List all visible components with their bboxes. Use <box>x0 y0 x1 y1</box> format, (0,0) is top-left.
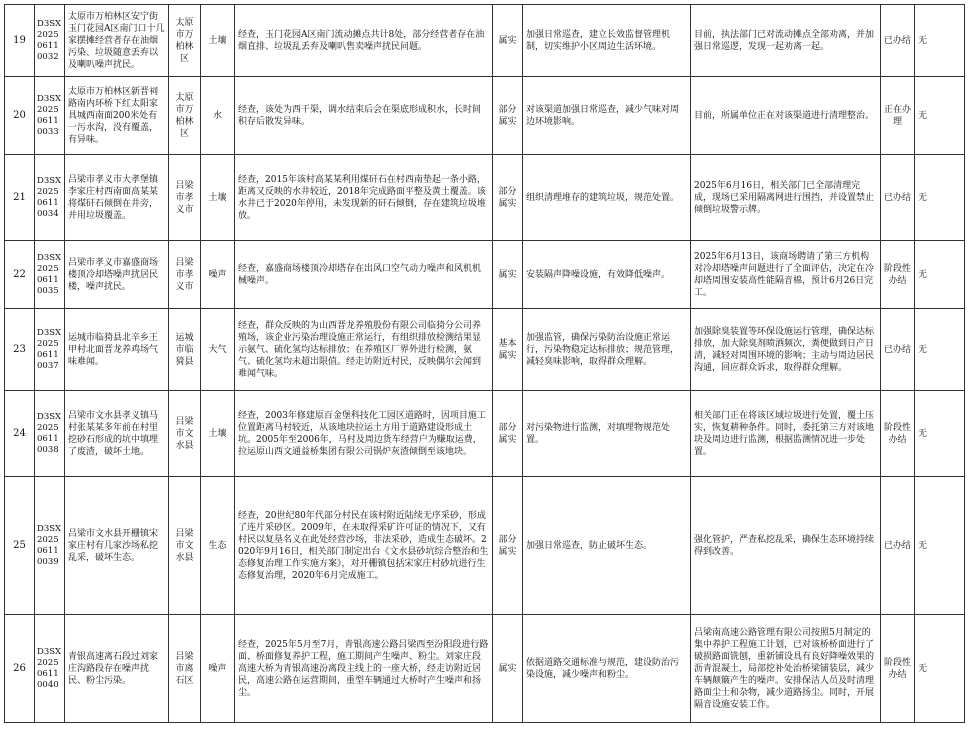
complaint-content-cell: 吕梁市文水县孝义镇马村张某某多年前在村里挖砂石形成的坑中填埋了废渣，破坏土地。 <box>65 391 169 477</box>
pollution-type-cell: 大气 <box>201 309 235 391</box>
handling-progress-cell: 相关部门正在将该区域垃圾进行处置，覆土压实，恢复耕种条件。同时，委托第三方对该地块及周边进行监测，根据监测情况进一步处置。 <box>691 391 881 477</box>
complaint-content-cell: 运城市临猗县北辛乡王甲村北面晋龙养鸡场气味难闻。 <box>65 309 169 391</box>
table-row <box>5 615 965 723</box>
pollution-type-cell: 土壤 <box>201 5 235 77</box>
complaint-content-cell: 青银高速离石段过刘家庄沟路段存在噪声扰民、粉尘污染。 <box>65 615 169 723</box>
handling-status-cell: 阶段性办结 <box>881 391 915 477</box>
handling-progress-cell: 强化管护，严查私挖乱采，确保生态环境持续得到改善。 <box>691 477 881 615</box>
row-number-cell: 22 <box>5 241 35 309</box>
handling-measures-cell: 对污染物进行监测，对填埋物规范处置。 <box>523 391 691 477</box>
table-row <box>5 155 965 241</box>
handling-measures-cell: 安装隔声降噪设施，有效降低噪声。 <box>523 241 691 309</box>
pollution-type-cell: 土壤 <box>201 391 235 477</box>
verification-result-cell: 部分属实 <box>493 77 523 155</box>
verification-result-cell: 属实 <box>493 5 523 77</box>
row-number-cell: 20 <box>5 77 35 155</box>
complaint-table <box>4 4 965 723</box>
administrative-area-cell: 吕梁市离石区 <box>169 615 201 723</box>
table-row <box>5 477 965 615</box>
row-number-cell: 24 <box>5 391 35 477</box>
handling-progress-cell: 目前，执法部门已对流动摊点全部劝离，并加强日常巡逻，发现一起劝离一起。 <box>691 5 881 77</box>
row-number-cell: 26 <box>5 615 35 723</box>
handling-status-cell: 已办结 <box>881 477 915 615</box>
remark-cell: 无 <box>915 5 965 77</box>
table-row <box>5 391 965 477</box>
administrative-area-cell: 吕梁市文水县 <box>169 391 201 477</box>
table-row <box>5 309 965 391</box>
investigation-finding-cell: 经查，群众反映的为山西晋龙养殖股份有限公司临猗分公司养殖场，该企业污染治理设施正常运行，有组织排放检测结果显示氨气、硫化氢均达标排放；在养殖区厂界外进行检测，氨气、硫化氢均未超出限值。经走访附近村民，反映偶尔会闻到难闻气味。 <box>235 309 493 391</box>
handling-progress-cell: 吕梁南高速公路管理有限公司按照5月制定的集中养护工程施工计划，已对该桥桥面进行了破损路面铣刨，重新铺设具有良好降噪效果的沥青混凝土，局部挖补处治桥梁铺装层，减少车辆颠簸产生的噪声。安排保洁人员及时清理路面尘土和杂物，减少道路扬尘。同时，开展隔音设施安装工作。 <box>691 615 881 723</box>
handling-status-cell: 已办结 <box>881 155 915 241</box>
administrative-area-cell: 太原市万柏林区 <box>169 5 201 77</box>
investigation-finding-cell: 经查，2003年修建原百金堡科技化工园区道路时，因项目施工位置距离马村较近，从该地块拉运土方用于道路建设形成土坑。2005年至2006年，马村及周边货车经营户为赚取运费，拉运原山西文通益桥集团有限公司锅炉灰渣倾倒至该地块。 <box>235 391 493 477</box>
complaint-content-cell: 吕梁市孝义市大孝堡镇李家庄村西南面高某某将煤矸石倾倒在井旁，并用垃圾覆盖。 <box>65 155 169 241</box>
handling-progress-cell: 2025年6月16日，相关部门已全部清理完成，现场已采用隔离网进行围挡，并设置禁止倾倒垃圾警示牌。 <box>691 155 881 241</box>
row-number-cell: 21 <box>5 155 35 241</box>
case-code-cell: D3SX202506110037 <box>35 309 65 391</box>
administrative-area-cell: 吕梁市孝义市 <box>169 155 201 241</box>
table-body <box>5 5 965 723</box>
verification-result-cell: 部分属实 <box>493 477 523 615</box>
case-code-cell: D3SX202506110033 <box>35 77 65 155</box>
investigation-finding-cell: 经查，2025年5月至7月，青银高速公路吕梁西至汾阳段进行路面、桥面修复养护工程，施工期间产生噪声、粉尘。刘家庄段高速大桥为青银高速汾离段主线上的一座大桥，经走访附近居民，高速公路在运营期间，重型车辆通过大桥时产生噪声和扬尘。 <box>235 615 493 723</box>
remark-cell: 无 <box>915 477 965 615</box>
remark-cell: 无 <box>915 155 965 241</box>
handling-progress-cell: 加强除臭装置等环保设施运行管理，确保达标排放，加大除臭剂喷洒频次，粪便做到日产日清，减轻对周围环境的影响；主动与周边居民沟通，回应群众诉求，取得群众理解。 <box>691 309 881 391</box>
row-number-cell: 25 <box>5 477 35 615</box>
case-code-cell: D3SX202506110039 <box>35 477 65 615</box>
case-code-cell: D3SX202506110032 <box>35 5 65 77</box>
administrative-area-cell: 吕梁市文水县 <box>169 477 201 615</box>
handling-status-cell: 正在办理 <box>881 77 915 155</box>
handling-progress-cell: 目前，所属单位正在对该渠道进行清理整治。 <box>691 77 881 155</box>
handling-measures-cell: 加强日常巡查，建立长效监督管理机制，切实维护小区周边生活环境。 <box>523 5 691 77</box>
remark-cell: 无 <box>915 241 965 309</box>
handling-measures-cell: 对该渠道加强日常巡查，减少气味对周边环境影响。 <box>523 77 691 155</box>
handling-measures-cell: 组织清理堆存的建筑垃圾，规范处置。 <box>523 155 691 241</box>
administrative-area-cell: 太原市万柏林区 <box>169 77 201 155</box>
remark-cell: 无 <box>915 391 965 477</box>
pollution-type-cell: 噪声 <box>201 241 235 309</box>
investigation-finding-cell: 经查，20世纪80年代部分村民在该村附近陆续无序采砂，形成了连片采砂区。2009年，在未取得采矿许可证的情况下，又有村民以复垦名义在此处经营沙场，非法采砂，造成生态破坏。2020年9月16日，相关部门制定出台《文水县砂坑综合整治和生态修复治理工作实施方案》，对开栅镇包括宋家庄村砂坑进行生态修复治理，2020年6月完成施工。 <box>235 477 493 615</box>
remark-cell: 无 <box>915 309 965 391</box>
table-row <box>5 5 965 77</box>
complaint-content-cell: 太原市万柏林区新晋祠路南内环桥下红太阳家具城西南面200米处有一污水沟，没有覆盖，有异味。 <box>65 77 169 155</box>
handling-measures-cell: 加强日常巡查，防止破坏生态。 <box>523 477 691 615</box>
investigation-finding-cell: 经查，该处为西干渠，调水结束后会在渠底形成积水，长时间积存后散发异味。 <box>235 77 493 155</box>
handling-status-cell: 阶段性办结 <box>881 241 915 309</box>
complaint-content-cell: 太原市万柏林区安宁街玉门花园A区南门口十几家摆摊经营者存在油烟污染、垃圾随意丢弃以及喇叭噪声扰民。 <box>65 5 169 77</box>
investigation-finding-cell: 经查，嘉盛商场楼顶冷却塔存在出风口空气动力噪声和风机机械噪声。 <box>235 241 493 309</box>
investigation-finding-cell: 经查，2015年该村高某某利用煤矸石在村西南垫起一条小路，距离又反映的水井较近，2018年完成路面平整及黄土覆盖。该水井已于2020年停用，未发现新的矸石倾倒，存在建筑垃圾堆放。 <box>235 155 493 241</box>
verification-result-cell: 属实 <box>493 615 523 723</box>
complaint-content-cell: 吕梁市孝义市嘉盛商场楼顶冷却塔噪声扰居民楼，噪声扰民。 <box>65 241 169 309</box>
row-number-cell: 19 <box>5 5 35 77</box>
table-row <box>5 77 965 155</box>
administrative-area-cell: 吕梁市孝义市 <box>169 241 201 309</box>
handling-status-cell: 阶段性办结 <box>881 615 915 723</box>
case-code-cell: D3SX202506110034 <box>35 155 65 241</box>
pollution-type-cell: 生态 <box>201 477 235 615</box>
remark-cell: 无 <box>915 77 965 155</box>
pollution-type-cell: 水 <box>201 77 235 155</box>
row-number-cell: 23 <box>5 309 35 391</box>
handling-measures-cell: 依据道路交通标准与规范，建设防治污染设施，减少噪声和粉尘。 <box>523 615 691 723</box>
case-code-cell: D3SX202506110040 <box>35 615 65 723</box>
pollution-type-cell: 土壤 <box>201 155 235 241</box>
handling-status-cell: 已办结 <box>881 309 915 391</box>
handling-status-cell: 已办结 <box>881 5 915 77</box>
case-code-cell: D3SX202506110038 <box>35 391 65 477</box>
table-row <box>5 241 965 309</box>
pollution-type-cell: 噪声 <box>201 615 235 723</box>
handling-progress-cell: 2025年6月13日，该商场聘请了第三方机构对冷却塔噪声问题进行了全面评估，决定在冷却塔周围安装高性能隔音棉，预计6月26日完工。 <box>691 241 881 309</box>
handling-measures-cell: 加强监管，确保污染防治设施正常运行，污染物稳定达标排放；规范管理，减轻臭味影响，取得群众理解。 <box>523 309 691 391</box>
complaint-content-cell: 吕梁市文水县开栅镇宋家庄村有几家沙场私挖乱采，破坏生态。 <box>65 477 169 615</box>
verification-result-cell: 属实 <box>493 241 523 309</box>
administrative-area-cell: 运城市临猗县 <box>169 309 201 391</box>
case-code-cell: D3SX202506110035 <box>35 241 65 309</box>
remark-cell: 无 <box>915 615 965 723</box>
investigation-finding-cell: 经查，玉门花园A区南门流动摊点共计8处，部分经营者存在油烟直排、垃圾乱丢弃及喇叭售卖噪声扰民问题。 <box>235 5 493 77</box>
verification-result-cell: 基本属实 <box>493 309 523 391</box>
verification-result-cell: 部分属实 <box>493 155 523 241</box>
verification-result-cell: 部分属实 <box>493 391 523 477</box>
